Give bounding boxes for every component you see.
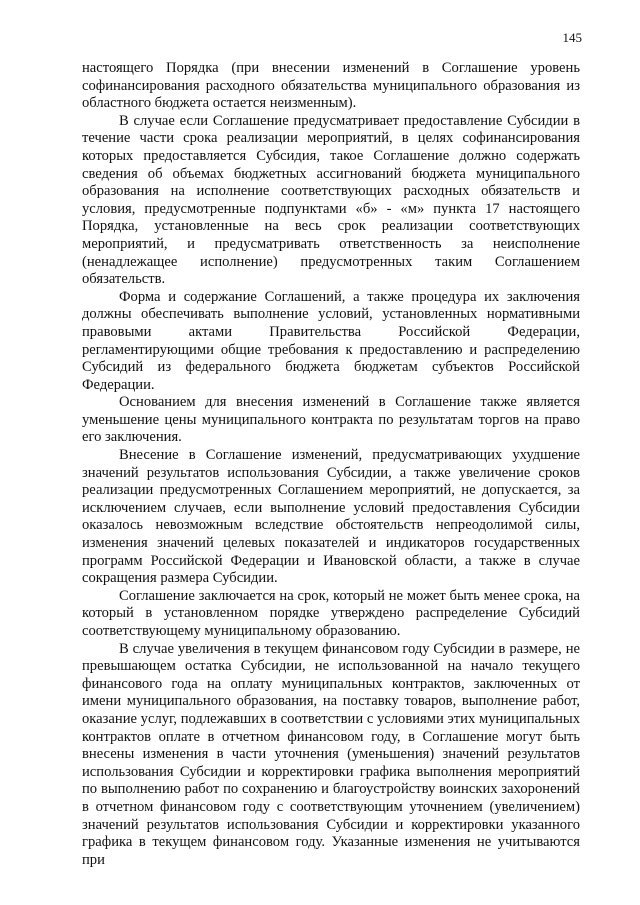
page-number: 145: [562, 30, 582, 45]
paragraph-6: Соглашение заключается на срок, который не может быть менее срока, на который в установленном порядке утверждено распределение Субсидий соответствующему муниципальному образованию.: [82, 587, 580, 639]
paragraph-4: Основанием для внесения изменений в Соглашение также является уменьшение цены муниципального контракта по результатам торгов на право его заключения.: [82, 394, 580, 446]
paragraph-7: В случае увеличения в текущем финансовом году Субсидии в размере, не превышающем остатка Субсидии, не использованной на начало текущего финансового года на оплату муниципальных контрактов, заключенных от имени муниципального образования, на поставку товаров, выполнение работ, оказание услуг, подлежавших в соответствии с условиями этих муниципальных контрактов оплате в отчетном финансовом году, в Соглашение могут быть внесены изменения в части уточнения (уменьшения) значений результатов использования Субсидии и корректировки графика выполнения мероприятий по выполнению работ по сохранению и благоустройству воинских захоронений в отчетном финансовом году с соответствующим уточнением (увеличением) значений результатов использования Субсидии и корректировки указанного графика в текущем финансовом году. Указанные изменения не учитываются при: [82, 640, 580, 868]
document-body: [82, 60, 580, 869]
paragraph-3: Форма и содержание Соглашений, а также процедура их заключения должны обеспечивать выполнение условий, установленных нормативными правовыми актами Правительства Российской Федерации, регламентирующими общие требования к предоставлению и распределению Субсидий из федерального бюджета бюджетам субъектов Российской Федерации.: [82, 288, 580, 393]
paragraph-1: настоящего Порядка (при внесении изменений в Соглашение уровень софинансирования расходного обязательства муниципального образования из областного бюджета остается неизменным).: [82, 60, 580, 112]
paragraph-2: В случае если Соглашение предусматривает предоставление Субсидии в течение части срока реализации мероприятий, в целях софинансирования которых предоставляется Субсидия, такое Соглашение должно содержать сведения об объемах бюджетных ассигнований бюджета муниципального образования на исполнение соответствующих расходных обязательств и условия, предусмотренные подпунктами «б» - «м» пункта 17 настоящего Порядка, установленные на весь срок реализации соответствующих мероприятий, и предусматривать ответственность за неисполнение (ненадлежащее исполнение) предусмотренных таким Соглашением обязательств.: [82, 112, 580, 288]
paragraph-5: Внесение в Соглашение изменений, предусматривающих ухудшение значений результатов использования Субсидии, а также увеличение сроков реализации предусмотренных Соглашением мероприятий, не допускается, за исключением случаев, если выполнение условий предоставления Субсидии оказалось невозможным вследствие обстоятельств непреодолимой силы, изменения значений целевых показателей и индикаторов государственных программ Российской Федерации и Ивановской области, а также в случае сокращения размера Субсидии.: [82, 447, 580, 587]
